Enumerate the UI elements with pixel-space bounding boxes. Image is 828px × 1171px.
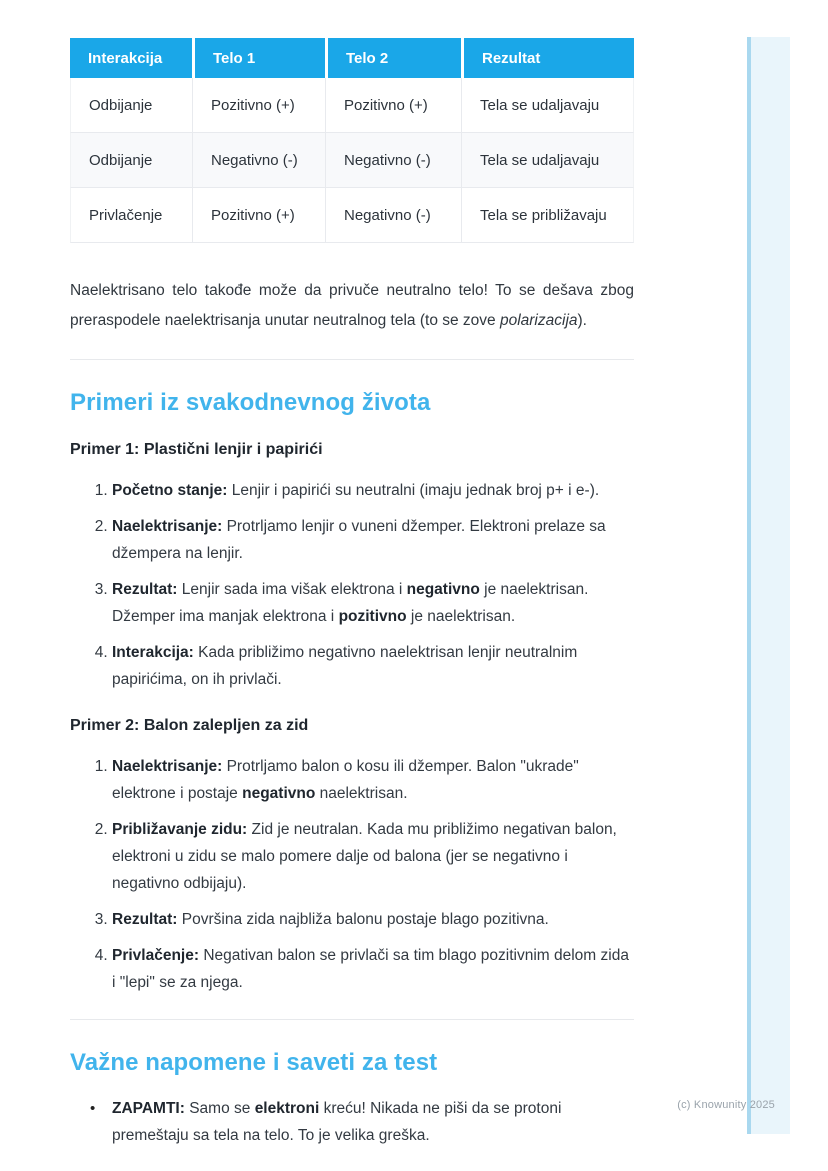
footer-credit: (c) Knowunity 2025: [677, 1099, 775, 1111]
text: Lenjir sada ima višak elektrona i: [177, 581, 407, 598]
interaction-table-body: [70, 78, 634, 243]
notes-list: [70, 1095, 634, 1149]
table-header-row: [70, 38, 634, 78]
table-cell: Odbijanje: [70, 133, 192, 188]
interaction-table: [70, 38, 634, 243]
text: Samo se: [184, 1100, 255, 1117]
text: ).: [577, 312, 587, 329]
bold-text: elektroni: [254, 1100, 320, 1117]
intro-paragraph: [70, 276, 634, 336]
table-cell: Tela se udaljavaju: [461, 78, 634, 133]
section-divider: [70, 359, 634, 360]
bold-text: Približavanje zidu:: [112, 821, 248, 838]
list-item: [112, 513, 634, 567]
interaction-table-head: [70, 38, 634, 78]
example1-steps-list: [70, 477, 634, 693]
text: je naelektrisan.: [406, 608, 516, 625]
text: Kada približimo negativno naelektrisan lenjir neutralnim papirićima, on ih privlači.: [112, 644, 578, 688]
table-cell: Pozitivno (+): [192, 78, 325, 133]
list-item: [112, 816, 634, 897]
text: Protrljamo lenjir o vuneni džemper. Elektroni prelaze sa džempera na lenjir.: [112, 518, 606, 562]
list-item: [112, 477, 634, 504]
table-cell: Odbijanje: [70, 78, 192, 133]
table-row: [70, 188, 634, 243]
bold-text: ZAPAMTI:: [112, 1100, 185, 1117]
table-cell: Privlačenje: [70, 188, 192, 243]
bold-text: pozitivno: [338, 608, 407, 625]
table-cell: Negativno (-): [325, 188, 461, 243]
table-cell: Negativno (-): [192, 133, 325, 188]
table-row: [70, 78, 634, 133]
bold-text: Naelektrisanje:: [112, 518, 223, 535]
bold-text: Naelektrisanje:: [112, 758, 223, 775]
examples-section-heading: Primeri iz svakodnevnog života: [70, 389, 431, 416]
list-item: [112, 576, 634, 630]
bold-text: Interakcija:: [112, 644, 194, 661]
bold-text: negativno: [406, 581, 480, 598]
example2-steps-list: [70, 753, 634, 996]
bold-text: Početno stanje:: [112, 482, 228, 499]
text: Negativan balon se privlači sa tim blago pozitivnim delom zida i "lepi" se za njega.: [112, 947, 629, 991]
text: je naelektrisan. Džemper ima manjak elektrona i: [112, 581, 589, 625]
table-cell: Tela se udaljavaju: [461, 133, 634, 188]
table-cell: Negativno (-): [325, 133, 461, 188]
text: Lenjir i papirići su neutralni (imaju jednak broj p+ i e-).: [227, 482, 600, 499]
list-item: [112, 639, 634, 693]
table-cell: Pozitivno (+): [192, 188, 325, 243]
table-header-cell: Telo 2: [325, 38, 461, 78]
list-item: [112, 942, 634, 996]
document-page: [70, 38, 634, 1158]
list-item: [112, 906, 634, 933]
bold-text: Privlačenje:: [112, 947, 200, 964]
example1-title: Primer 1: Plastični lenjir i papirići: [70, 441, 323, 458]
example2-title: Primer 2: Balon zalepljen za zid: [70, 717, 309, 734]
notes-section-heading: Važne napomene i saveti za test: [70, 1049, 438, 1076]
italic-text: polarizacija: [499, 312, 578, 329]
text: Protrljamo balon o kosu ili džemper. Balon "ukrade" elektrone i postaje: [112, 758, 579, 802]
page-edge-strip: [747, 37, 790, 1134]
bold-text: negativno: [242, 785, 316, 802]
text: Zid je neutralan. Kada mu približimo negativan balon, elektroni u zidu se malo pomere dalje od balona (jer se negativno i negativno odbijaju).: [112, 821, 617, 892]
bold-text: Rezultat:: [112, 911, 178, 928]
text: naelektrisan.: [315, 785, 408, 802]
table-header-cell: Telo 1: [192, 38, 325, 78]
list-item: [112, 1095, 634, 1149]
table-cell: Tela se približavaju: [461, 188, 634, 243]
table-row: [70, 133, 634, 188]
table-header-cell: Interakcija: [70, 38, 192, 78]
table-cell: Pozitivno (+): [325, 78, 461, 133]
table-header-cell: Rezultat: [461, 38, 634, 78]
section-divider: [70, 1019, 634, 1020]
text: kreću! Nikada ne piši da se protoni premeštaju sa tela na telo. To je velika greška.: [112, 1100, 562, 1144]
bold-text: Rezultat:: [112, 581, 178, 598]
text: Naelektrisano telo takođe može da privuče neutralno telo! To se dešava zbog preraspodele naelektrisanja unutar neutralnog tela (to se zove: [70, 282, 634, 329]
text: Površina zida najbliža balonu postaje blago pozitivna.: [177, 911, 549, 928]
list-item: [112, 753, 634, 807]
